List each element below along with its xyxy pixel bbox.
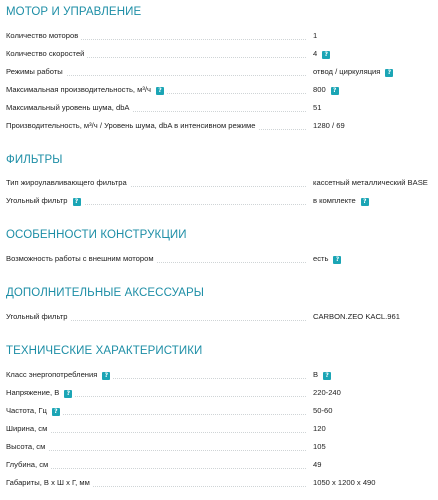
- spec-value: кассетный металлический BASE: [313, 178, 428, 187]
- spec-row: [6, 119, 438, 133]
- spec-label: Высота, см: [6, 442, 48, 451]
- spec-row: [6, 368, 438, 382]
- spec-value: отвод / циркуляция ?: [313, 65, 393, 79]
- spec-label: Ширина, см: [6, 424, 50, 433]
- spec-value: 1050 x 1200 x 490: [313, 478, 376, 487]
- section-title-filters: ФИЛЬТРЫ: [6, 154, 63, 166]
- spec-label: Режимы работы: [6, 67, 66, 76]
- help-icon[interactable]: ?: [331, 87, 339, 95]
- spec-row: [6, 101, 438, 115]
- spec-row: [6, 47, 438, 61]
- spec-value: 4 ?: [313, 47, 330, 61]
- spec-label: Тип жироулавливающего фильтра: [6, 178, 130, 187]
- spec-value: 220-240: [313, 388, 341, 397]
- spec-row: [6, 404, 438, 418]
- row-divider: [6, 432, 306, 433]
- spec-value: 105: [313, 442, 326, 451]
- spec-value: 120: [313, 424, 326, 433]
- help-icon[interactable]: ?: [73, 198, 81, 206]
- spec-label: Угольный фильтр ?: [6, 196, 84, 205]
- section-title-accessories: ДОПОЛНИТЕЛЬНЫЕ АКСЕССУАРЫ: [6, 287, 205, 299]
- help-icon[interactable]: ?: [102, 372, 110, 380]
- section-title-technical: ТЕХНИЧЕСКИЕ ХАРАКТЕРИСТИКИ: [6, 345, 203, 357]
- spec-label: Класс энергопотребления ?: [6, 370, 113, 379]
- section-title-construction: ОСОБЕННОСТИ КОНСТРУКЦИИ: [6, 229, 187, 241]
- help-icon[interactable]: ?: [333, 256, 341, 264]
- spec-value: есть ?: [313, 252, 341, 266]
- help-icon[interactable]: ?: [322, 51, 330, 59]
- spec-value: 51: [313, 103, 322, 112]
- spec-value: 50-60: [313, 406, 333, 415]
- spec-value: 1: [313, 31, 318, 40]
- spec-label: Производительность, м³/ч / Уровень шума, dbA в интенсивном режиме: [6, 121, 258, 130]
- spec-value: 800 ?: [313, 83, 339, 97]
- spec-label: Количество моторов: [6, 31, 81, 40]
- spec-row: [6, 458, 438, 472]
- spec-row: [6, 310, 438, 324]
- spec-row: [6, 65, 438, 79]
- help-icon[interactable]: ?: [385, 69, 393, 77]
- section-title-motor: МОТОР И УПРАВЛЕНИЕ: [6, 6, 142, 18]
- spec-value: B ?: [313, 368, 331, 382]
- help-icon[interactable]: ?: [323, 372, 331, 380]
- spec-value: 49: [313, 460, 322, 469]
- spec-value: CARBON.ZEO KACL.961: [313, 312, 400, 321]
- spec-label: Глубина, см: [6, 460, 51, 469]
- spec-row: [6, 252, 438, 266]
- spec-label: Максимальный уровень шума, dbA: [6, 103, 132, 112]
- spec-row: [6, 194, 438, 208]
- spec-label: Максимальная производительность, м³/ч ?: [6, 85, 167, 94]
- row-divider: [6, 450, 306, 451]
- spec-label: Напряжение, В ?: [6, 388, 75, 397]
- spec-label: Частота, Гц ?: [6, 406, 63, 415]
- help-icon[interactable]: ?: [64, 390, 72, 398]
- help-icon[interactable]: ?: [52, 408, 60, 416]
- spec-row: [6, 422, 438, 436]
- help-icon[interactable]: ?: [361, 198, 369, 206]
- spec-row: [6, 476, 438, 490]
- spec-row: [6, 29, 438, 43]
- spec-row: [6, 176, 438, 190]
- spec-row: [6, 386, 438, 400]
- spec-label: Угольный фильтр: [6, 312, 71, 321]
- spec-value: 1280 / 69: [313, 121, 345, 130]
- spec-value: в комплекте ?: [313, 194, 369, 208]
- spec-row: [6, 440, 438, 454]
- help-icon[interactable]: ?: [156, 87, 164, 95]
- spec-label: Габариты, В x Ш x Г, мм: [6, 478, 93, 487]
- spec-label: Количество скоростей: [6, 49, 87, 58]
- spec-label: Возможность работы с внешним мотором: [6, 254, 157, 263]
- spec-row: [6, 83, 438, 97]
